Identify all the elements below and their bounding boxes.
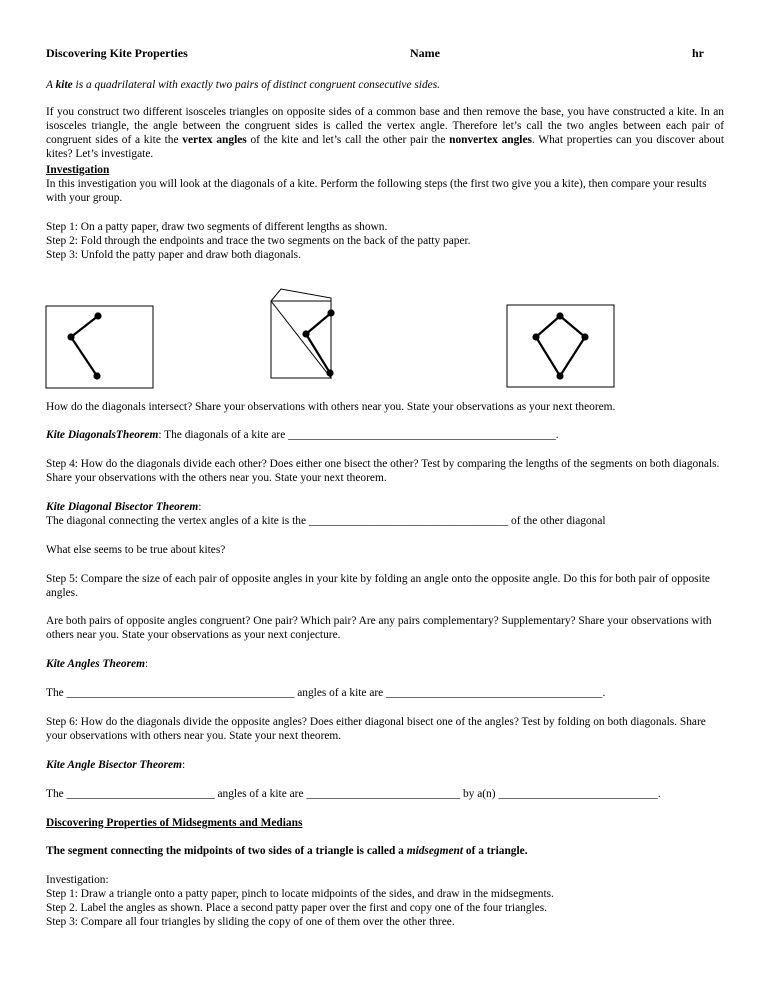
nonvertex-angles-term: nonvertex angles <box>449 134 532 146</box>
kite-diagonal-bisector-text: The diagonal connecting the vertex angles of a kite is the ___________________________________ of the other diagonal <box>46 515 606 527</box>
investigation-heading: Investigation <box>46 164 110 176</box>
endpoint <box>326 369 333 376</box>
kite-angle-bisector-label: Kite Angle Bisector Theorem: <box>46 759 186 771</box>
midsegment-term: midsegment <box>406 845 464 857</box>
short-segment <box>71 316 98 337</box>
long-segment <box>306 334 330 373</box>
investigation-text: In this investigation you will look at the diagonals of a kite. Perform the following steps (the first two give you a kite), then compare your results with your group. <box>46 178 707 204</box>
intro-paragraph: If you construct two different isosceles triangles on opposite sides of a common base and then remove the base, you have constructed a kite. In an isosceles triangle, the angle between the congruent sides is called the vertex angle. Therefore let’s call the two angles between each pair of congruent sides of a kite the vertex angles of the kite and let’s call the other pair the nonvertex angles. What properties can you discover about kites? Let’s investigate. <box>46 106 724 160</box>
kite-vertex <box>581 333 588 340</box>
kite-angles-text: The ________________________________________ angles of a kite are ______________________________________. <box>46 687 606 699</box>
kite-angle-bisector-text: The __________________________ angles of a kite are ___________________________ by a(n) ____________________________. <box>46 788 661 800</box>
endpoint <box>94 312 101 319</box>
endpoint <box>302 330 309 337</box>
midsegment-definition: The segment connecting the midpoints of two sides of a triangle is called a midsegment of a triangle. <box>46 845 528 857</box>
kite-diagonals-theorem: Kite DiagonalsTheorem: The diagonals of a kite are _______________________________________________. <box>46 429 559 441</box>
step-2: Step 2: Fold through the endpoints and trace the two segments on the back of the patty paper. <box>46 235 471 247</box>
step-1: Step 1: On a patty paper, draw two segments of different lengths as shown. <box>46 221 388 233</box>
step-6: Step 6: How do the diagonals divide the opposite angles? Does either diagonal bisect one of the angles? Test by folding on both diagonals. Share your observations with others near you. State your next theorem. <box>46 716 706 742</box>
kite-angles-label: Kite Angles Theorem: <box>46 658 149 670</box>
endpoint <box>93 372 100 379</box>
kite-vertex <box>532 333 539 340</box>
midsegment-step-2: Step 2. Label the angles as shown. Place a second patty paper over the first and copy one of the four triangles. <box>46 902 548 914</box>
folded-flap <box>271 289 331 378</box>
kite-diagonal-bisector-label: Kite Diagonal Bisector Theorem: <box>46 501 202 513</box>
figure-segments <box>46 306 153 388</box>
long-segment <box>71 337 97 376</box>
question-else: What else seems to be true about kites? <box>46 544 226 556</box>
midsegments-heading: Discovering Properties of Midsegments and Medians <box>46 817 303 829</box>
midsegment-investigation-label: Investigation: <box>46 874 109 886</box>
short-segment <box>306 313 331 334</box>
step-3: Step 3: Unfold the patty paper and draw both diagonals. <box>46 249 301 261</box>
worksheet-title: Discovering Kite Properties <box>46 46 188 60</box>
kite-vertex <box>556 312 563 319</box>
kite-shape <box>536 316 585 376</box>
endpoint <box>327 309 334 316</box>
endpoint <box>67 333 74 340</box>
kite-term: kite <box>55 79 73 91</box>
kite-definition: A kite is a quadrilateral with exactly two pairs of distinct congruent consecutive sides. <box>46 79 441 91</box>
hr-label: hr <box>692 46 704 60</box>
vertex-angles-term: vertex angles <box>182 134 247 146</box>
step-5: Step 5: Compare the size of each pair of opposite angles in your kite by folding an angle onto the opposite angle. Do this for both pair of opposite angles. <box>46 573 710 599</box>
figure-folded <box>271 289 335 378</box>
midsegment-step-3: Step 3: Compare all four triangles by sliding the copy of one of them over the other three. <box>46 916 455 928</box>
figure-kite <box>507 305 614 387</box>
step-4: Step 4: How do the diagonals divide each other? Does either one bisect the other? Test by comparing the lengths of the segments on both diagonals. Share your observations with the others near you. State your next theorem. <box>46 458 720 484</box>
question-intersect: How do the diagonals intersect? Share your observations with others near you. State your observations as your next theorem. <box>46 401 616 413</box>
kite-vertex <box>556 372 563 379</box>
name-label: Name <box>410 46 440 60</box>
question-opposite-angles: Are both pairs of opposite angles congruent? One pair? Which pair? Are any pairs complementary? Supplementary? Share your observations with others near you. State your observations as your next conjecture. <box>46 615 712 641</box>
midsegment-step-1: Step 1: Draw a triangle onto a patty paper, pinch to locate midpoints of the sides, and draw in the midsegments. <box>46 888 554 900</box>
